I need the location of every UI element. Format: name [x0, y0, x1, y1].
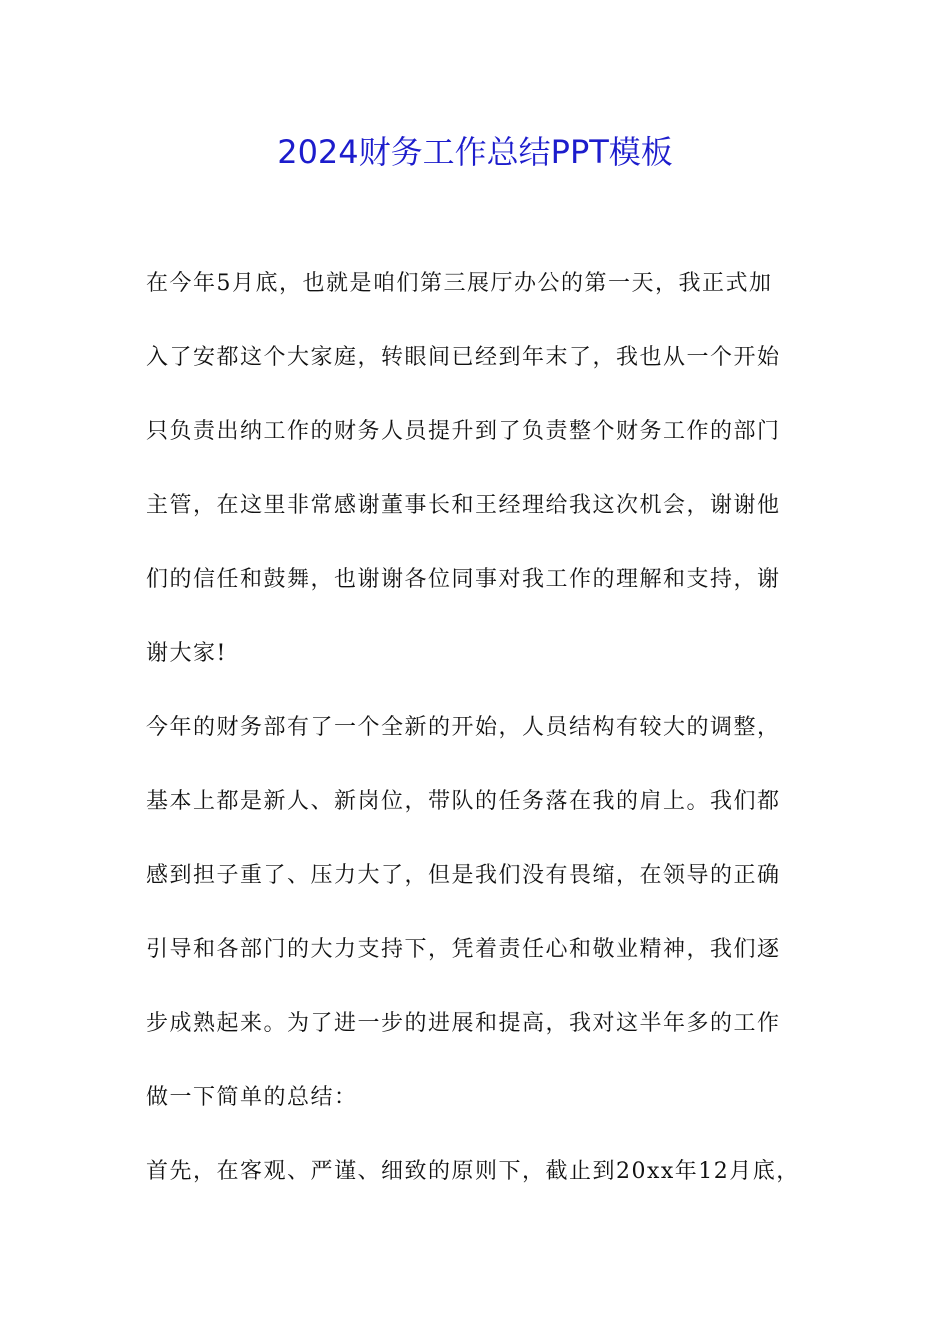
body-line: 做一下简单的总结： — [146, 1085, 358, 1110]
body-line: 感到担子重了、压力大了，但是我们没有畏缩，在领导的正确 — [146, 863, 781, 888]
body-line: 主管，在这里非常感谢董事长和王经理给我这次机会，谢谢他 — [146, 493, 781, 518]
body-line: 引导和各部门的大力支持下，凭着责任心和敬业精神，我们逐 — [146, 937, 781, 962]
body-line: 谢大家! — [146, 641, 227, 666]
body-line: 首先，在客观、严谨、细致的原则下，截止到20xx年12月底， — [146, 1159, 800, 1184]
body-line: 只负责出纳工作的财务人员提升到了负责整个财务工作的部门 — [146, 419, 781, 444]
body-line: 今年的财务部有了一个全新的开始，人员结构有较大的调整， — [146, 715, 781, 740]
body-line: 们的信任和鼓舞，也谢谢各位同事对我工作的理解和支持，谢 — [146, 567, 781, 592]
body-line: 入了安都这个大家庭，转眼间已经到年末了，我也从一个开始 — [146, 345, 781, 370]
document-body — [146, 262, 810, 1224]
body-line: 基本上都是新人、新岗位，带队的任务落在我的肩上。我们都 — [146, 789, 781, 814]
body-line: 步成熟起来。为了进一步的进展和提高，我对这半年多的工作 — [146, 1011, 781, 1036]
document-title: 2024财务工作总结PPT模板 — [277, 133, 673, 171]
body-line: 在今年5月底，也就是咱们第三展厅办公的第一天，我正式加 — [146, 271, 773, 296]
